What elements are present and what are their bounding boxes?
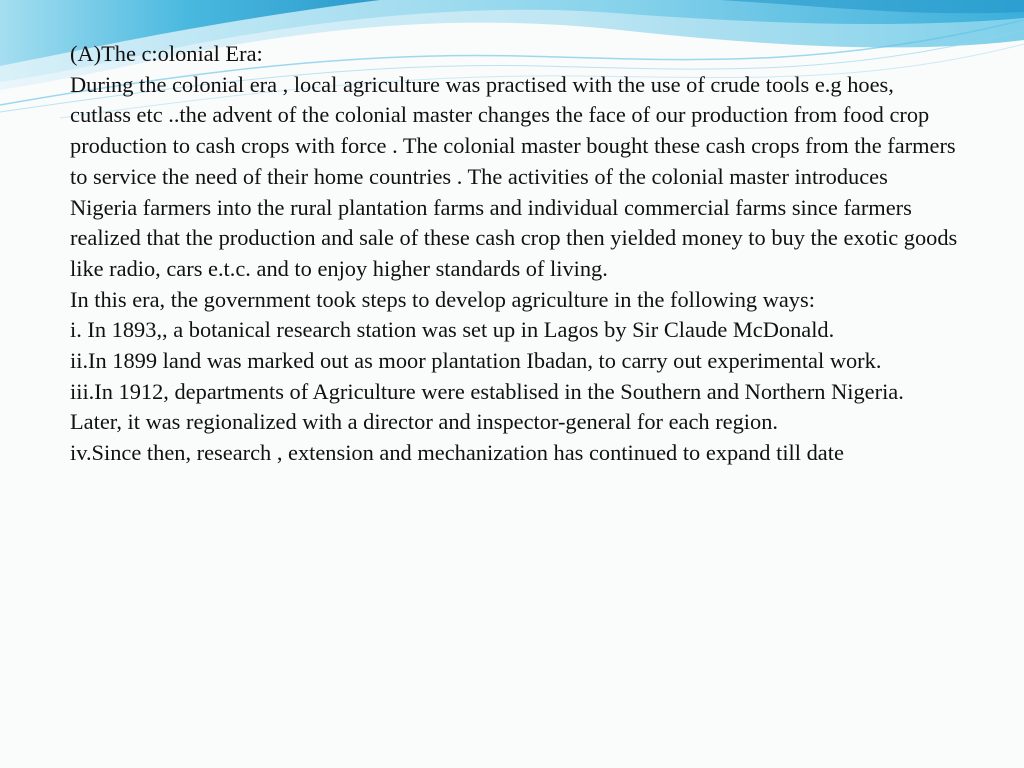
paragraph-colonial-era: During the colonial era , local agriculture was practised with the use of crude tools e.g hoes, cutlass etc ..the advent of the colonial master changes the face of our production from food crop production to cash crops with force . The colonial master bought these cash crops from the farmers to service the need of their home countries . The activities of the colonial master introduces Nigeria farmers into the rural plantation farms and individual commercial farms since farmers realized that the production and sale of these cash crop then yielded money to buy the exotic goods like radio, cars e.t.c. and to enjoy higher standards of living. bbox=[70, 71, 958, 281]
list-item-iii: iii.In 1912, departments of Agriculture were establised in the Southern and Northern Nigeria. Later, it was regionalized with a director and inspector-general for each region. bbox=[70, 378, 904, 435]
list-item-iv: iv.Since then, research , extension and mechanization has continued to expand till date bbox=[70, 440, 844, 466]
paragraph-government-steps: In this era, the government took steps to develop agriculture in the following ways: bbox=[70, 286, 815, 312]
slide-heading: (A)The c:olonial Era: bbox=[70, 41, 263, 66]
list-item-i: i. In 1893,, a botanical research station was set up in Lagos by Sir Claude McDonald. bbox=[70, 317, 835, 343]
list-item-ii: ii.In 1899 land was marked out as moor plantation Ibadan, to carry out experimental work. bbox=[70, 348, 882, 374]
slide-body bbox=[70, 39, 960, 469]
